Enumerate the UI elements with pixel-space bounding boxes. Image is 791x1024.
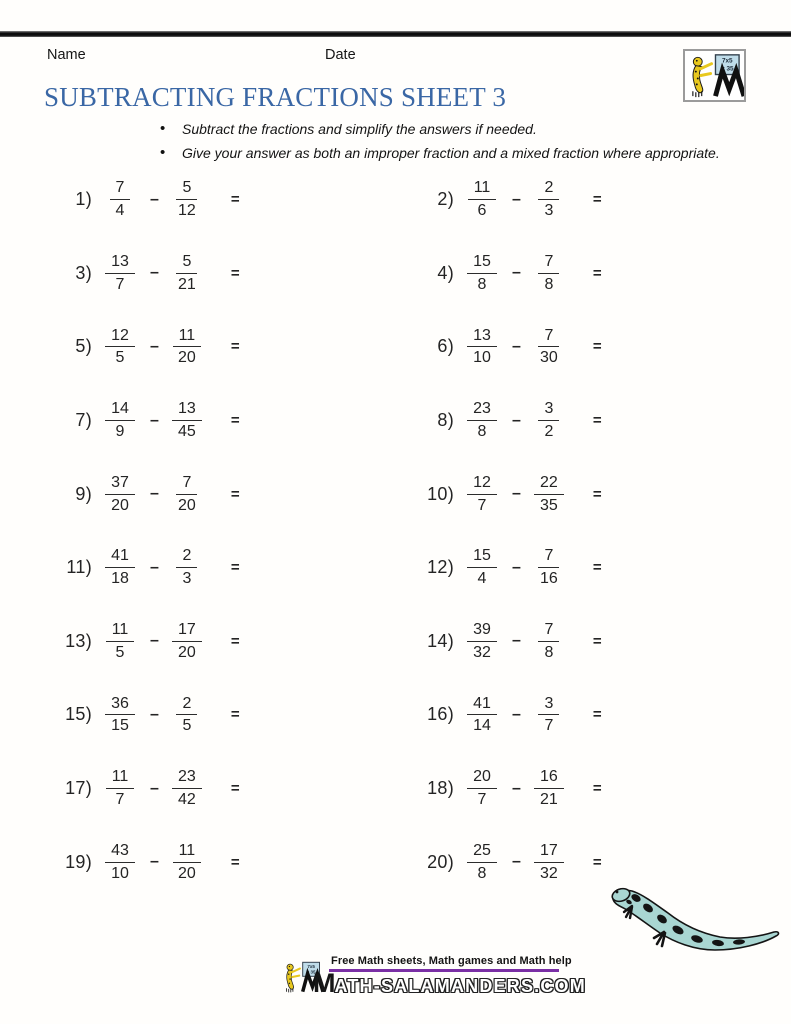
numerator: 7 [538,621,559,642]
equals-sign: = [230,853,240,871]
problem-row-3 [46,237,240,311]
numerator: 17 [534,842,564,863]
denominator: 21 [178,275,196,293]
denominator: 9 [115,423,125,441]
denominator: 42 [178,791,196,809]
numerator: 7 [110,179,131,200]
footer-board-text-top: 7x5 [307,963,315,969]
problem-number: 13) [65,630,92,651]
problem-number: 5) [75,336,92,357]
fraction-minuend [467,253,497,294]
fraction-minuend [105,621,135,662]
minus-sign: – [512,264,521,282]
problem-row-4 [408,237,602,311]
fraction-minuend [105,474,135,515]
footer-board-text-bottom: = 35 [306,969,316,975]
numerator: 25 [467,842,497,863]
fraction-subtrahend [534,474,564,515]
problem-row-9 [46,457,240,531]
fraction-subtrahend [534,179,564,220]
problem-row-13 [46,605,240,679]
fraction-subtrahend [534,621,564,662]
numerator: 23 [172,768,202,789]
minus-sign: – [512,190,521,208]
denominator: 16 [540,570,558,588]
problem-number: 20) [427,851,454,872]
fraction-subtrahend [534,400,564,441]
numerator: 17 [172,621,202,642]
numerator: 23 [467,400,497,421]
denominator: 8 [477,423,487,441]
fraction-subtrahend [172,621,202,662]
minus-sign: – [512,337,521,355]
equals-sign: = [592,632,602,650]
denominator: 15 [111,717,129,735]
numerator: 7 [176,474,197,495]
denominator: 6 [477,202,487,220]
problem-number: 19) [65,851,92,872]
numerator: 5 [176,253,197,274]
fraction-minuend [467,621,497,662]
denominator: 21 [540,791,558,809]
fraction-subtrahend [172,695,202,736]
denominator: 32 [540,864,558,882]
salamander-logo-icon [685,51,744,100]
problem-number: 16) [427,704,454,725]
fraction-minuend [467,768,497,809]
fraction-subtrahend [172,474,202,515]
denominator: 4 [115,202,125,220]
problem-row-16 [408,678,602,752]
equals-sign: = [592,412,602,430]
fraction-minuend [105,695,135,736]
fraction-subtrahend [172,547,202,588]
numerator: 16 [534,768,564,789]
fraction-minuend [467,327,497,368]
denominator: 8 [544,643,554,661]
yellow-salamander-figure [693,57,712,97]
minus-sign: – [150,853,159,871]
problem-row-18 [408,752,602,826]
fraction-minuend [105,179,135,220]
denominator: 30 [540,349,558,367]
fraction-minuend [105,327,135,368]
fraction-minuend [105,842,135,883]
minus-sign: – [512,779,521,797]
denominator: 7 [115,791,125,809]
problem-row-5 [46,310,240,384]
denominator: 8 [477,275,487,293]
numerator: 11 [468,179,497,200]
numerator: 3 [538,400,559,421]
equals-sign: = [230,632,240,650]
fraction-subtrahend [534,253,564,294]
fraction-minuend [105,253,135,294]
footer-site-rest: ATH-SALAMANDERS.COM [334,976,586,997]
numerator: 11 [106,768,135,789]
fraction-subtrahend [534,327,564,368]
numerator: 11 [106,621,135,642]
fraction-subtrahend [172,179,202,220]
numerator: 5 [176,179,197,200]
denominator: 4 [477,570,487,588]
problem-row-7 [46,384,240,458]
equals-sign: = [592,191,602,209]
equals-sign: = [230,706,240,724]
fraction-minuend [467,474,497,515]
numerator: 15 [467,253,497,274]
fraction-subtrahend [534,842,564,883]
problem-number: 3) [75,262,92,283]
fraction-minuend [105,547,135,588]
problem-number: 7) [75,410,92,431]
fraction-subtrahend [172,768,202,809]
denominator: 7 [544,717,554,735]
problem-row-19 [46,825,240,899]
equals-sign: = [592,853,602,871]
numerator: 2 [176,695,197,716]
problem-number: 14) [427,630,454,651]
minus-sign: – [512,705,521,723]
denominator: 20 [178,496,196,514]
denominator: 20 [178,349,196,367]
problem-number: 4) [437,262,454,283]
problem-row-6 [408,310,602,384]
page-title: SUBTRACTING FRACTIONS SHEET 3 [44,82,507,112]
footer-site-name [313,970,586,997]
equals-sign: = [230,559,240,577]
problem-number: 18) [427,778,454,799]
fraction-minuend [467,179,497,220]
fraction-minuend [467,842,497,883]
problem-row-15 [46,678,240,752]
problem-row-1 [46,163,240,237]
denominator: 5 [115,643,125,661]
instruction-item-1: • Subtract the fractions and simplify the answers if needed. [160,117,720,141]
equals-sign: = [230,264,240,282]
minus-sign: – [512,485,521,503]
fraction-subtrahend [534,547,564,588]
problems-column-right [408,163,602,899]
equals-sign: = [592,706,602,724]
minus-sign: – [512,853,521,871]
denominator: 45 [178,423,196,441]
fraction-subtrahend [172,400,202,441]
denominator: 3 [182,570,192,588]
instructions-list [160,117,720,165]
numerator: 13 [105,253,135,274]
problem-number: 12) [427,557,454,578]
equals-sign: = [592,264,602,282]
numerator: 12 [467,474,497,495]
name-label: Name [47,47,86,63]
denominator: 7 [477,496,487,514]
numerator: 11 [173,327,202,348]
equals-sign: = [230,412,240,430]
denominator: 20 [178,643,196,661]
minus-sign: – [150,411,159,429]
denominator: 8 [477,864,487,882]
numerator: 2 [176,547,197,568]
minus-sign: – [512,632,521,650]
numerator: 43 [105,842,135,863]
problem-number: 2) [437,189,454,210]
denominator: 32 [473,643,491,661]
problem-number: 11) [66,557,92,578]
fraction-subtrahend [534,768,564,809]
logo-board-text-bottom: = 35 [720,65,734,73]
denominator: 10 [111,864,129,882]
footer-yellow-salamander-figure [287,964,300,992]
numerator: 2 [538,179,559,200]
fraction-subtrahend [172,327,202,368]
footer-site-m: M [313,968,335,998]
fraction-subtrahend [172,842,202,883]
denominator: 10 [473,349,491,367]
equals-sign: = [230,485,240,503]
fraction-subtrahend [172,253,202,294]
numerator: 15 [467,547,497,568]
numerator: 39 [467,621,497,642]
problem-number: 1) [75,189,92,210]
equals-sign: = [592,338,602,356]
equals-sign: = [592,485,602,503]
fraction-minuend [467,400,497,441]
numerator: 7 [538,327,559,348]
denominator: 5 [182,717,192,735]
problem-row-20 [408,825,602,899]
denominator: 7 [115,275,125,293]
instruction-item-2: • Give your answer as both an improper fraction and a mixed fraction where appropriate. [160,141,720,165]
numerator: 41 [105,547,135,568]
numerator: 7 [538,547,559,568]
numerator: 20 [467,768,497,789]
problem-row-12 [408,531,602,605]
equals-sign: = [592,559,602,577]
footer-branding [281,955,586,999]
numerator: 12 [105,327,135,348]
minus-sign: – [150,632,159,650]
minus-sign: – [150,485,159,503]
problem-number: 8) [437,410,454,431]
equals-sign: = [230,191,240,209]
minus-sign: – [150,558,159,576]
numerator: 22 [534,474,564,495]
problem-number: 17) [65,778,92,799]
problem-row-11 [46,531,240,605]
minus-sign: – [512,411,521,429]
equals-sign: = [230,338,240,356]
problem-row-14 [408,605,602,679]
denominator: 20 [111,496,129,514]
equals-sign: = [230,780,240,798]
denominator: 3 [544,202,554,220]
denominator: 20 [178,864,196,882]
numerator: 41 [467,695,497,716]
problem-number: 10) [427,483,454,504]
numerator: 3 [538,695,559,716]
fraction-minuend [467,695,497,736]
numerator: 11 [173,842,202,863]
minus-sign: – [150,705,159,723]
problems-column-left [46,163,240,899]
minus-sign: – [150,779,159,797]
problem-number: 9) [75,483,92,504]
denominator: 7 [477,791,487,809]
problem-row-10 [408,457,602,531]
fraction-minuend [105,400,135,441]
problem-row-8 [408,384,602,458]
denominator: 12 [178,202,196,220]
minus-sign: – [512,558,521,576]
fraction-minuend [105,768,135,809]
numerator: 7 [538,253,559,274]
fraction-minuend [467,547,497,588]
denominator: 18 [111,570,129,588]
problem-number: 6) [437,336,454,357]
fraction-subtrahend [534,695,564,736]
logo-board-text-top: 7x5 [721,57,733,65]
top-divider-bar [0,31,791,37]
minus-sign: – [150,337,159,355]
numerator: 13 [467,327,497,348]
minus-sign: – [150,190,159,208]
numerator: 14 [105,400,135,421]
numerator: 13 [172,400,202,421]
denominator: 5 [115,349,125,367]
denominator: 35 [540,496,558,514]
numerator: 36 [105,695,135,716]
denominator: 14 [473,717,491,735]
date-label: Date [325,47,356,63]
problem-number: 15) [65,704,92,725]
problem-row-17 [46,752,240,826]
denominator: 8 [544,275,554,293]
numerator: 37 [105,474,135,495]
footer-tagline: Free Math sheets, Math games and Math help [331,955,572,967]
math-salamanders-logo [683,49,746,102]
lizard-illustration [602,880,786,960]
minus-sign: – [150,264,159,282]
equals-sign: = [592,780,602,798]
denominator: 2 [544,423,554,441]
problem-row-2 [408,163,602,237]
